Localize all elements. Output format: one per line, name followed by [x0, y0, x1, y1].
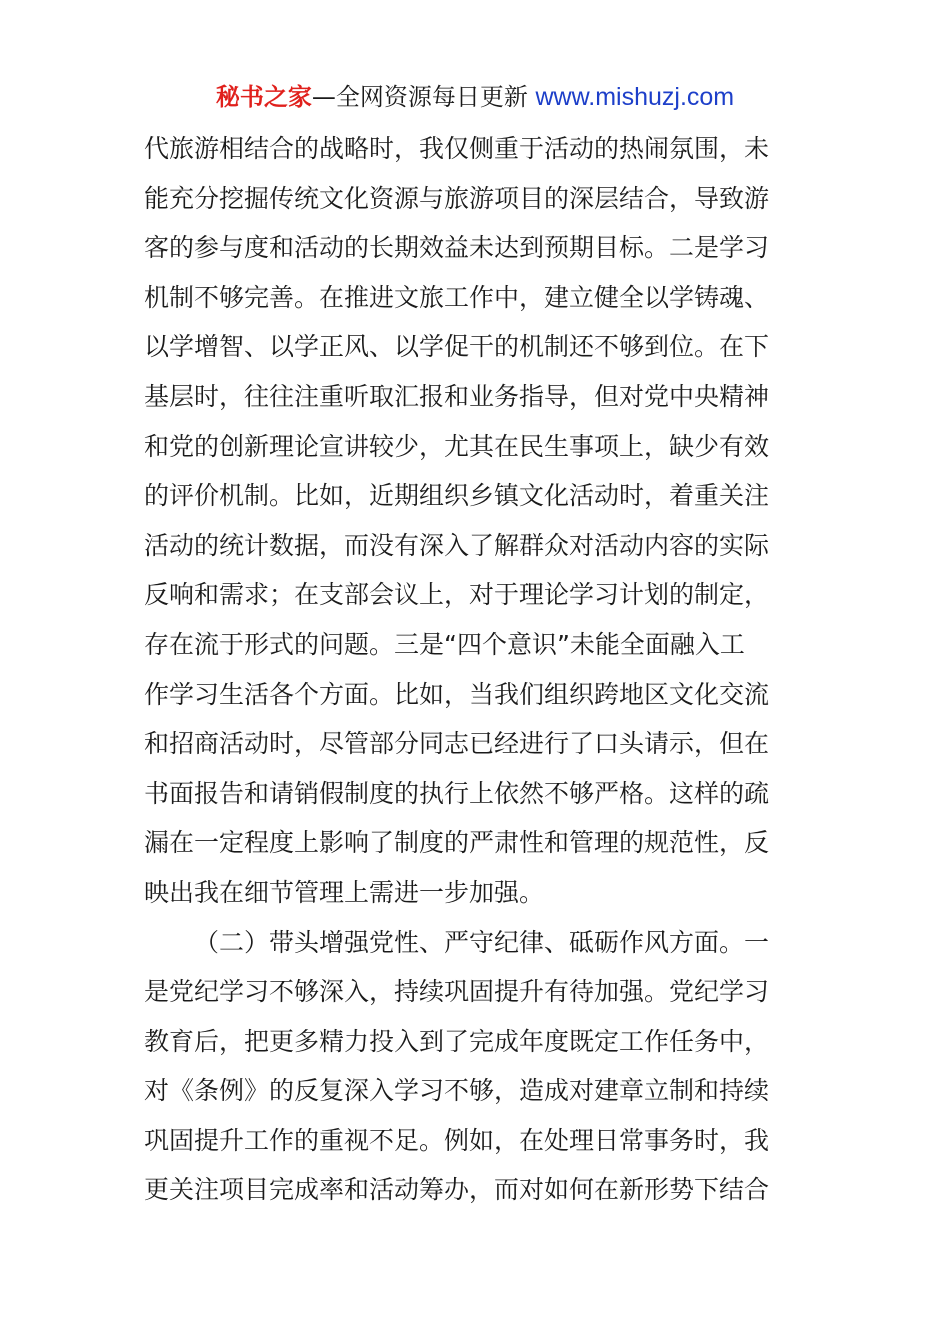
text-line: 机制不够完善。在推进文旅工作中，建立健全以学铸魂、	[144, 282, 770, 312]
text-line: 客的参与度和活动的长期效益未达到预期目标。二是学习	[144, 233, 770, 263]
text-line: 存在流于形式的问题。三是“四个意识”未能全面融入工	[144, 629, 745, 659]
text-line: 和招商活动时，尽管部分同志已经进行了口头请示，但在	[144, 729, 770, 759]
site-tagline: —全网资源每日更新	[311, 83, 528, 111]
text-line: 基层时，往往注重听取汇报和业务指导，但对党中央精神	[144, 381, 770, 411]
text-line: 作学习生活各个方面。比如，当我们组织跨地区文化交流	[144, 679, 770, 709]
text-line: 和党的创新理论宣讲较少，尤其在民生事项上，缺少有效	[144, 431, 770, 461]
text-line: 代旅游相结合的战略时，我仅侧重于活动的热闹氛围，未	[144, 134, 770, 163]
document-body	[144, 124, 808, 1215]
text-line: 的评价机制。比如，近期组织乡镇文化活动时，着重关注	[144, 481, 770, 511]
text-line: 对《条例》的反复深入学习不够，造成对建章立制和持续	[144, 1076, 770, 1106]
text-line: 书面报告和请销假制度的执行上依然不够严格。这样的疏	[144, 778, 770, 808]
text-line: 能充分挖掘传统文化资源与旅游项目的深层结合，导致游	[144, 183, 770, 213]
site-brand: 秘书之家	[215, 83, 312, 111]
text-line: 教育后，把更多精力投入到了完成年度既定工作任务中，	[144, 1026, 770, 1056]
section-heading-line: （二）带头增强党性、严守纪律、砥砺作风方面。一	[194, 927, 770, 957]
site-url-link[interactable]: www.mishuzj.com	[535, 83, 735, 111]
text-line: 活动的统计数据，而没有深入了解群众对活动内容的实际	[144, 530, 770, 560]
text-line: 是党纪学习不够深入，持续巩固提升有待加强。党纪学习	[144, 977, 770, 1007]
site-header	[0, 80, 950, 114]
text-line: 巩固提升工作的重视不足。例如，在处理日常事务时，我	[144, 1125, 770, 1155]
text-line: 更关注项目完成率和活动筹办，而对如何在新形势下结合	[144, 1175, 770, 1205]
text-line: 漏在一定程度上影响了制度的严肃性和管理的规范性，反	[144, 828, 770, 858]
text-line: 反响和需求；在支部会议上，对于理论学习计划的制定，	[144, 580, 770, 610]
text-line: 映出我在细节管理上需进一步加强。	[144, 877, 545, 907]
text-line: 以学增智、以学正风、以学促干的机制还不够到位。在下	[144, 332, 770, 362]
